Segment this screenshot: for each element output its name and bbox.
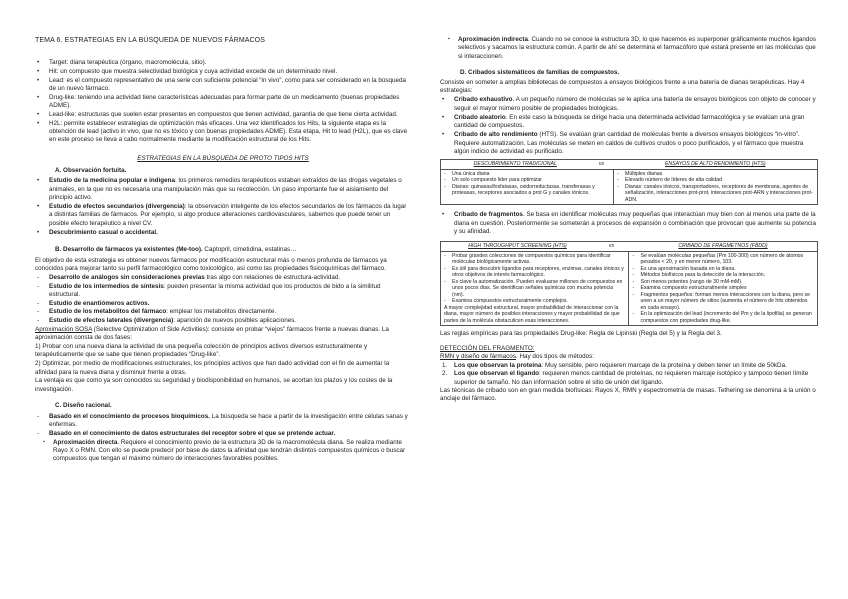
definition-item: • H2L: permite establecer estrategias de optimización más eficaces. Una vez identificados los Hits, la siguiente etapa es la obtención de lead (activo in vivo, que no es tóxico y con buenas propiedades ADME). Esta etapa, Hit to lead (H2L), que es clave en este proceso se lleva a cabo normalmente mediante la modificación estructural de los Hits. (35, 120, 411, 145)
closing-paragraph: Las técnicas de cribado son en gran medida biofísicas: Rayos X, RMN y espectrometría de masas. Tethering se denomina a la unión o anclaje del fármaco. (440, 387, 816, 403)
table-cell: - Múltiples dianas - Elevado número de líderes de alta calidad - Dianas: canales iónicos, transportadores, receptores de membrana, agentes de señalización, interacciones prot-prot, interacciones prot-ARN y interacciones prot-ADN. (614, 169, 818, 205)
table-cell: - Se evalúan moléculas pequeñas (Pm 100-300) con número de átomos pesados < 20, y en menor número, 103. - Es una aproximación basada en la diana. - Métodos biofísicos para la detección de la interacción. - Son menos potentes (rango de 30 mM-mM). - Examina compuesto estructuralmente simples - Fragmentos pequeños: forman menos interacciones con la diana, pero se unen a un mayor número de sitios (aumenta el número de hits obtenidos en cada ensayo). - En la optimización del lead (incremento del Pm y de la lipofilia) se generan compuestos con propiedades drug-like. (629, 251, 818, 326)
detection-heading: DETECCIÓN DEL FRAGMENTO: (440, 345, 535, 353)
definition-item: • Lead: es el compuesto representativo de una serie con suficiente potencial “in vivo”, como para ser considerado en la búsqueda de un nuevo fármaco. (35, 77, 411, 94)
section-d-list (440, 96, 818, 156)
table-cell: - Probar grandes colecciones de compuestos químicos para identificar moléculas biológicamente activas. - Es útil para descubrir ligandos para receptores, enzimas, canales iónicos y otros objetivos de interés farmacológico. - Es clave la automatización. Pueden evaluarse millones de compuestos en unos pocos días. Se identifican señales químicas con mucha potencia (nm). - Examina compuestos estructuralmente complejos. A mayor complejidad estructural, mayor probabilidad de interaccionar con la diana, mayor número de posibles interacciones y mayor probabilidad de que partes de la molécula obstaculicen esas interacciones. (441, 251, 629, 326)
section-heading-proto: ESTRATEGIAS EN LA BÚSQUEDA DE PROTO TIPOS HITS (137, 154, 309, 162)
list-item: • Estudio de efectos secundarios (divergencia): la observación inteligente de los efectos secundarios de los fármacos da lugar a distintas familias de fármacos. Por ejemplo, si algo produce alteraciones cardiovasculares, sabemos que puede tener un posible efecto terapéutico a nivel CV. (35, 203, 411, 228)
definition-item: • Hit: un compuesto que muestra selectividad biológica y cuya actividad excede de un determinado nivel. (35, 68, 411, 76)
section-a-list (35, 177, 411, 237)
section-b-heading: B. Desarrollo de fármacos ya existentes (Me-too). Captopril, cimetidina, estatinas… (55, 246, 297, 254)
definition-item: • Lead-like: estructuras que suelen estar presentes en compuestos que tienen actividad, garantía de que tiene cierta actividad. (35, 111, 411, 119)
list-item: • Cribado exhaustivo. A un pequeño número de moléculas se le aplica una batería de ensayos biológicos con objeto de conocer y seguir el mayor número posible de propiedades biológicas. (440, 96, 818, 113)
list-item: • Cribado aleatorio. En este caso la búsqueda se dirige hacia una determinada actividad farmacológica y se evalúan una gran cantidad de compuestos. (440, 114, 818, 131)
comparison-table-traditional-hts (440, 159, 818, 205)
list-item: - Desarrollo de análogos sin consideraciones previas tras algo con relaciones de estructura-actividad. (35, 274, 411, 282)
section-a-heading: A. Observación fortuita. (55, 167, 127, 174)
sosa-advantage: La ventaja es que como ya son conocidos su seguridad y biodisponibilidad en humanos, se acortan los plazos y los costes de la investigación. (35, 377, 393, 393)
table-header-vs: vs (590, 160, 614, 170)
table-cell: - Una única diana - Un solo compuesto lider para optimizar - Dianas: quinasas/fosfatasas, oxidorreductasas, transferasas y proteasas, receptores asociados a prot G y canales iónicos. (441, 169, 614, 205)
list-item: - Estudio de enantiómeros activos. (35, 300, 411, 308)
list-item: • Estudio de la medicina popular e indígena: los primeros remedios terapéuticos estaban extraídos de las drogas vegetales o animales, en la que no es necesaria una manipulación más que su recolección. Un paso importante fue el aislamiento del principio activo. (35, 177, 411, 202)
list-item: • Cribado de fragmentos. Se basa en identificar moléculas muy pequeñas que interactúan muy bien con al menos una parte de la diana en cuestión. Posteriormente se someterán a procesos de expansión o combinación que provocan que aumente su potencia y su afinidad. (440, 211, 818, 236)
sosa-paragraph: Aproximación SOSA (Selective Optimization of Side Activities): consiste en probar “viejos” fármacos frente a nuevas dianas. La aproximación consta de dos fases: (35, 326, 389, 342)
right-column (440, 36, 818, 404)
table-header: CRIBADO DE FRAGMETNOS (FBDD) (629, 242, 818, 252)
definition-item: • Drug-like: teniendo una actividad tiene características adecuadas para formar parte de un medicamento (buenas propiedades ADME). (35, 94, 411, 111)
sosa-step: 2) Optimizar, por medio de modificaciones estructurales, los principios activos que han dado actividad con el fin de aumentar la afinidad para la nueva diana y disminuir frente a otras. (35, 360, 390, 376)
list-item: • Cribado de alto rendimiento (HTS). Se evalúan gran cantidad de moléculas frente a diversos ensayos biológicos “in-vitro”. Requiere automatización. Las moléculas se meten en caldos de cultivos crudos o poco purificados, y el fármaco que muestra algún indicio de actividad es purificado. (440, 131, 818, 156)
table-header-vs: vs (594, 242, 629, 252)
comparison-table-hts-fbdd (440, 241, 818, 326)
sosa-step: 1) Probar con una nueva diana la actividad de una pequeña colección de principios activos diversos estructuralmente y terapéuticamente que se sabe que tienen propiedades “Drug-like”. (35, 343, 368, 359)
section-b-list (35, 274, 411, 326)
list-item: - Estudio de los intermedios de síntesis: pueden presentar la misma actividad que los productos de bido a la similitud estructural. (35, 283, 411, 300)
table-header: HIGH THROUGHPUT SCREENING (HTS) (441, 242, 594, 252)
list-item: - Estudio de efectos laterales (divergencia): aparición de nuevos posibles aplicaciones. (35, 317, 411, 325)
left-column (35, 36, 411, 464)
list-item: - Basado en el conocimiento de datos estructurales del receptor sobre el que se pretende actuar. (35, 430, 411, 438)
definitions-list (35, 59, 411, 144)
list-item: - Estudio de los metabolitos del fármaco: emplear los metabolitos directamente. (35, 308, 411, 316)
list-item: • Descubrimiento casual o accidental. (35, 229, 411, 237)
numbered-item: 2. Los que observan el ligando: requieren menos cantidad de proteínas, no requieren marcaje isotópico y tampoco tienen límite superior de tamaño. No dan información sobre el sitio de unión del ligando. (442, 370, 809, 386)
definition-item: • Target: diana terapéutica (órgano, macromolécula, sitio). (35, 59, 411, 67)
list-subitem: ▪ Aproximación directa. Requiere el conocimiento previo de la estructura 3D de la macromolécula diana. Se realiza mediante Rayo X o RMN. Con ello se puede predecir por base de datos la afinidad que tendrán distintos compuestos químicos o buscar compuestos que tengan el máximo número de interacciones favorables posibles. (35, 439, 411, 464)
fragments-list (440, 211, 818, 236)
indirect-approach-item: ▪ Aproximación indirecta. Cuando no se conoce la estructura 3D, lo que hacemos es superponer gráficamente muchos ligandos selectivos y sacamos la estructura común. A partir de ahí se determina el farmacóforo que estará presente en las moléculas que si interaccionen. (440, 36, 818, 61)
page-title: TEMA 6. ESTRATEGIAS EN LA BÚSQUEDA DE NUEVOS FÁRMACOS (35, 37, 266, 44)
detection-subheading: RMN y diseño de fármacos. Hay dos tipos de métodos: (440, 353, 595, 361)
section-c-heading: C. Diseño racional. (55, 402, 112, 410)
table-header: DESCUBRIMIENTO TRADICIONAL (441, 160, 590, 170)
numbered-item: 1. Los que observan la proteína: Muy sensible, pero requieren marcaje de la proteína y deben tener un límite de 50kDa. (442, 362, 787, 370)
section-d-heading: D. Cribados sistemáticos de familias de compuestos. (460, 68, 620, 76)
section-b-paragraph: El objetivo de esta estrategia es obtener nuevos fármacos por modificación estructural más o menos profunda de fármacos ya conocidos para mejorar tanto su perfil farmacológico como toxicológico, así como las propiedades fisicoquímicas del fármaco. (35, 256, 387, 272)
table-header: ENSAYOS DE ALTO RENDIMIENTO (HTS) (614, 160, 818, 170)
section-d-paragraph: Consiste en someter a amplias bibliotecas de compuestos a ensayos biológicos frente a una batería de dianas terapéuticas. Hay 4 estrategias: (440, 79, 805, 95)
rules-paragraph: Las reglas empíricas para las propiedades Drug-like: Regla de Lipinski (Regla del 5) y la Regla del 3. (440, 330, 722, 338)
list-item: - Basado en el conocimiento de procesos bioquímicos. La búsqueda se hace a partir de la investigación entre células sanas y enfermas. (35, 413, 411, 430)
section-c-list (35, 413, 411, 464)
